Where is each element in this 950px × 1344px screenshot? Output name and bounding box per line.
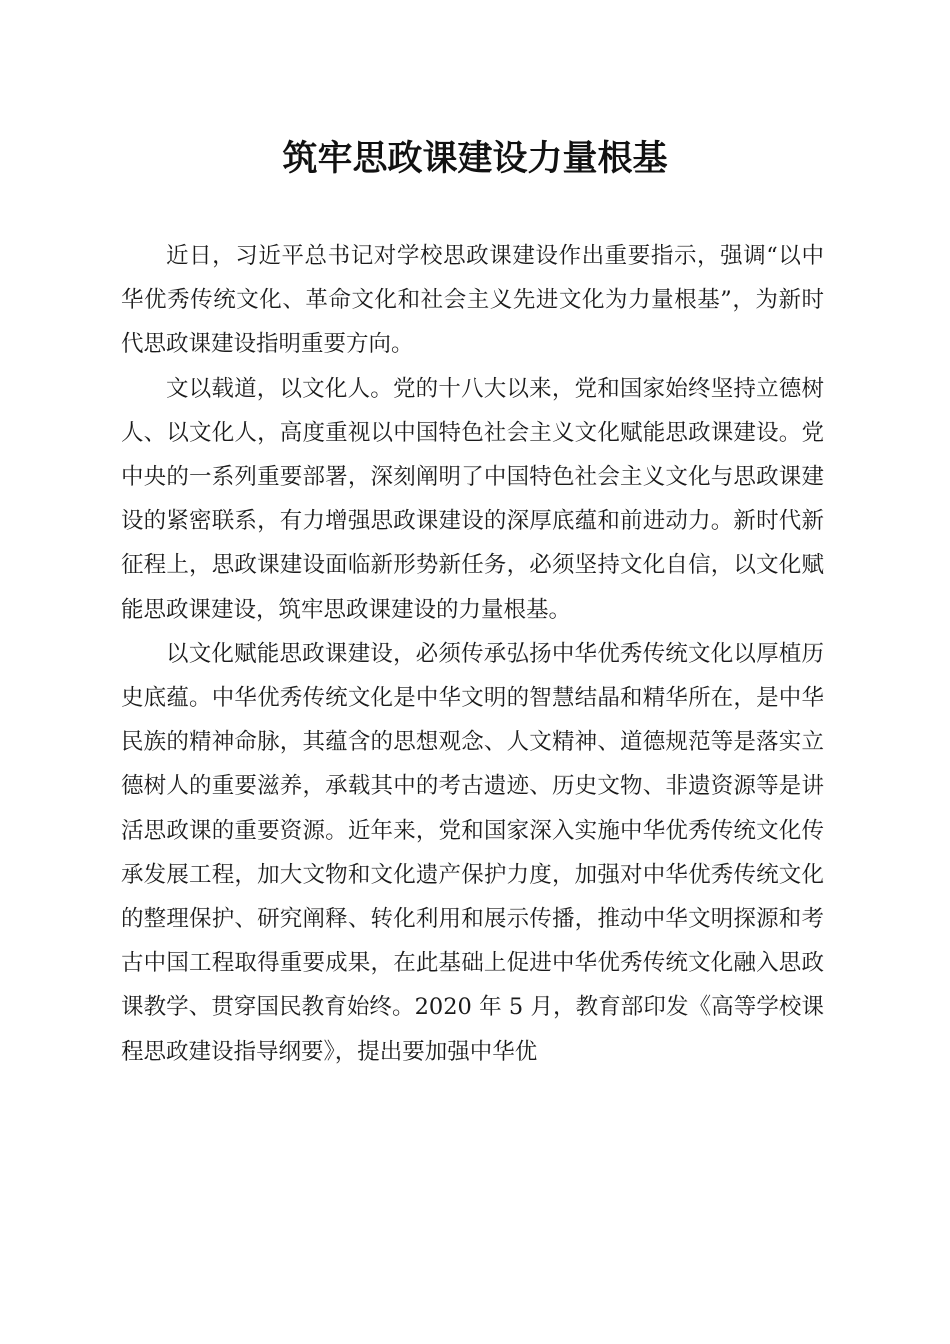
document-title: 筑牢思政课建设力量根基 bbox=[282, 138, 668, 179]
document-body bbox=[121, 234, 824, 1074]
paragraph: 文以载道，以文化人。党的十八大以来，党和国家始终坚持立德树人、以文化人，高度重视以中国特色社会主义文化赋能思政课建设。党中央的一系列重要部署，深刻阐明了中国特色社会主义文化与思政课建设的紧密联系，有力增强思政课建设的深厚底蕴和前进动力。新时代新征程上，思政课建设面临新形势新任务，必须坚持文化自信，以文化赋能思政课建设，筑牢思政课建设的力量根基。 bbox=[121, 375, 824, 623]
paragraph: 近日，习近平总书记对学校思政课建设作出重要指示，强调“以中华优秀传统文化、革命文化和社会主义先进文化为力量根基”，为新时代思政课建设指明重要方向。 bbox=[121, 243, 824, 358]
paragraph: 以文化赋能思政课建设，必须传承弘扬中华优秀传统文化以厚植历史底蕴。中华优秀传统文化是中华文明的智慧结晶和精华所在，是中华民族的精神命脉，其蕴含的思想观念、人文精神、道德规范等是落实立德树人的重要滋养，承载其中的考古遗迹、历史文物、非遗资源等是讲活思政课的重要资源。近年来，党和国家深入实施中华优秀传统文化传承发展工程，加大文物和文化遗产保护力度，加强对中华优秀传统文化的整理保护、研究阐释、转化利用和展示传播，推动中华文明探源和考古中国工程取得重要成果，在此基础上促进中华优秀传统文化融入思政课教学、贯穿国民教育始终。2020 年 5 月，教育部印发《高等学校课程思政建设指导纲要》，提出要加强中华优 bbox=[121, 640, 824, 1065]
